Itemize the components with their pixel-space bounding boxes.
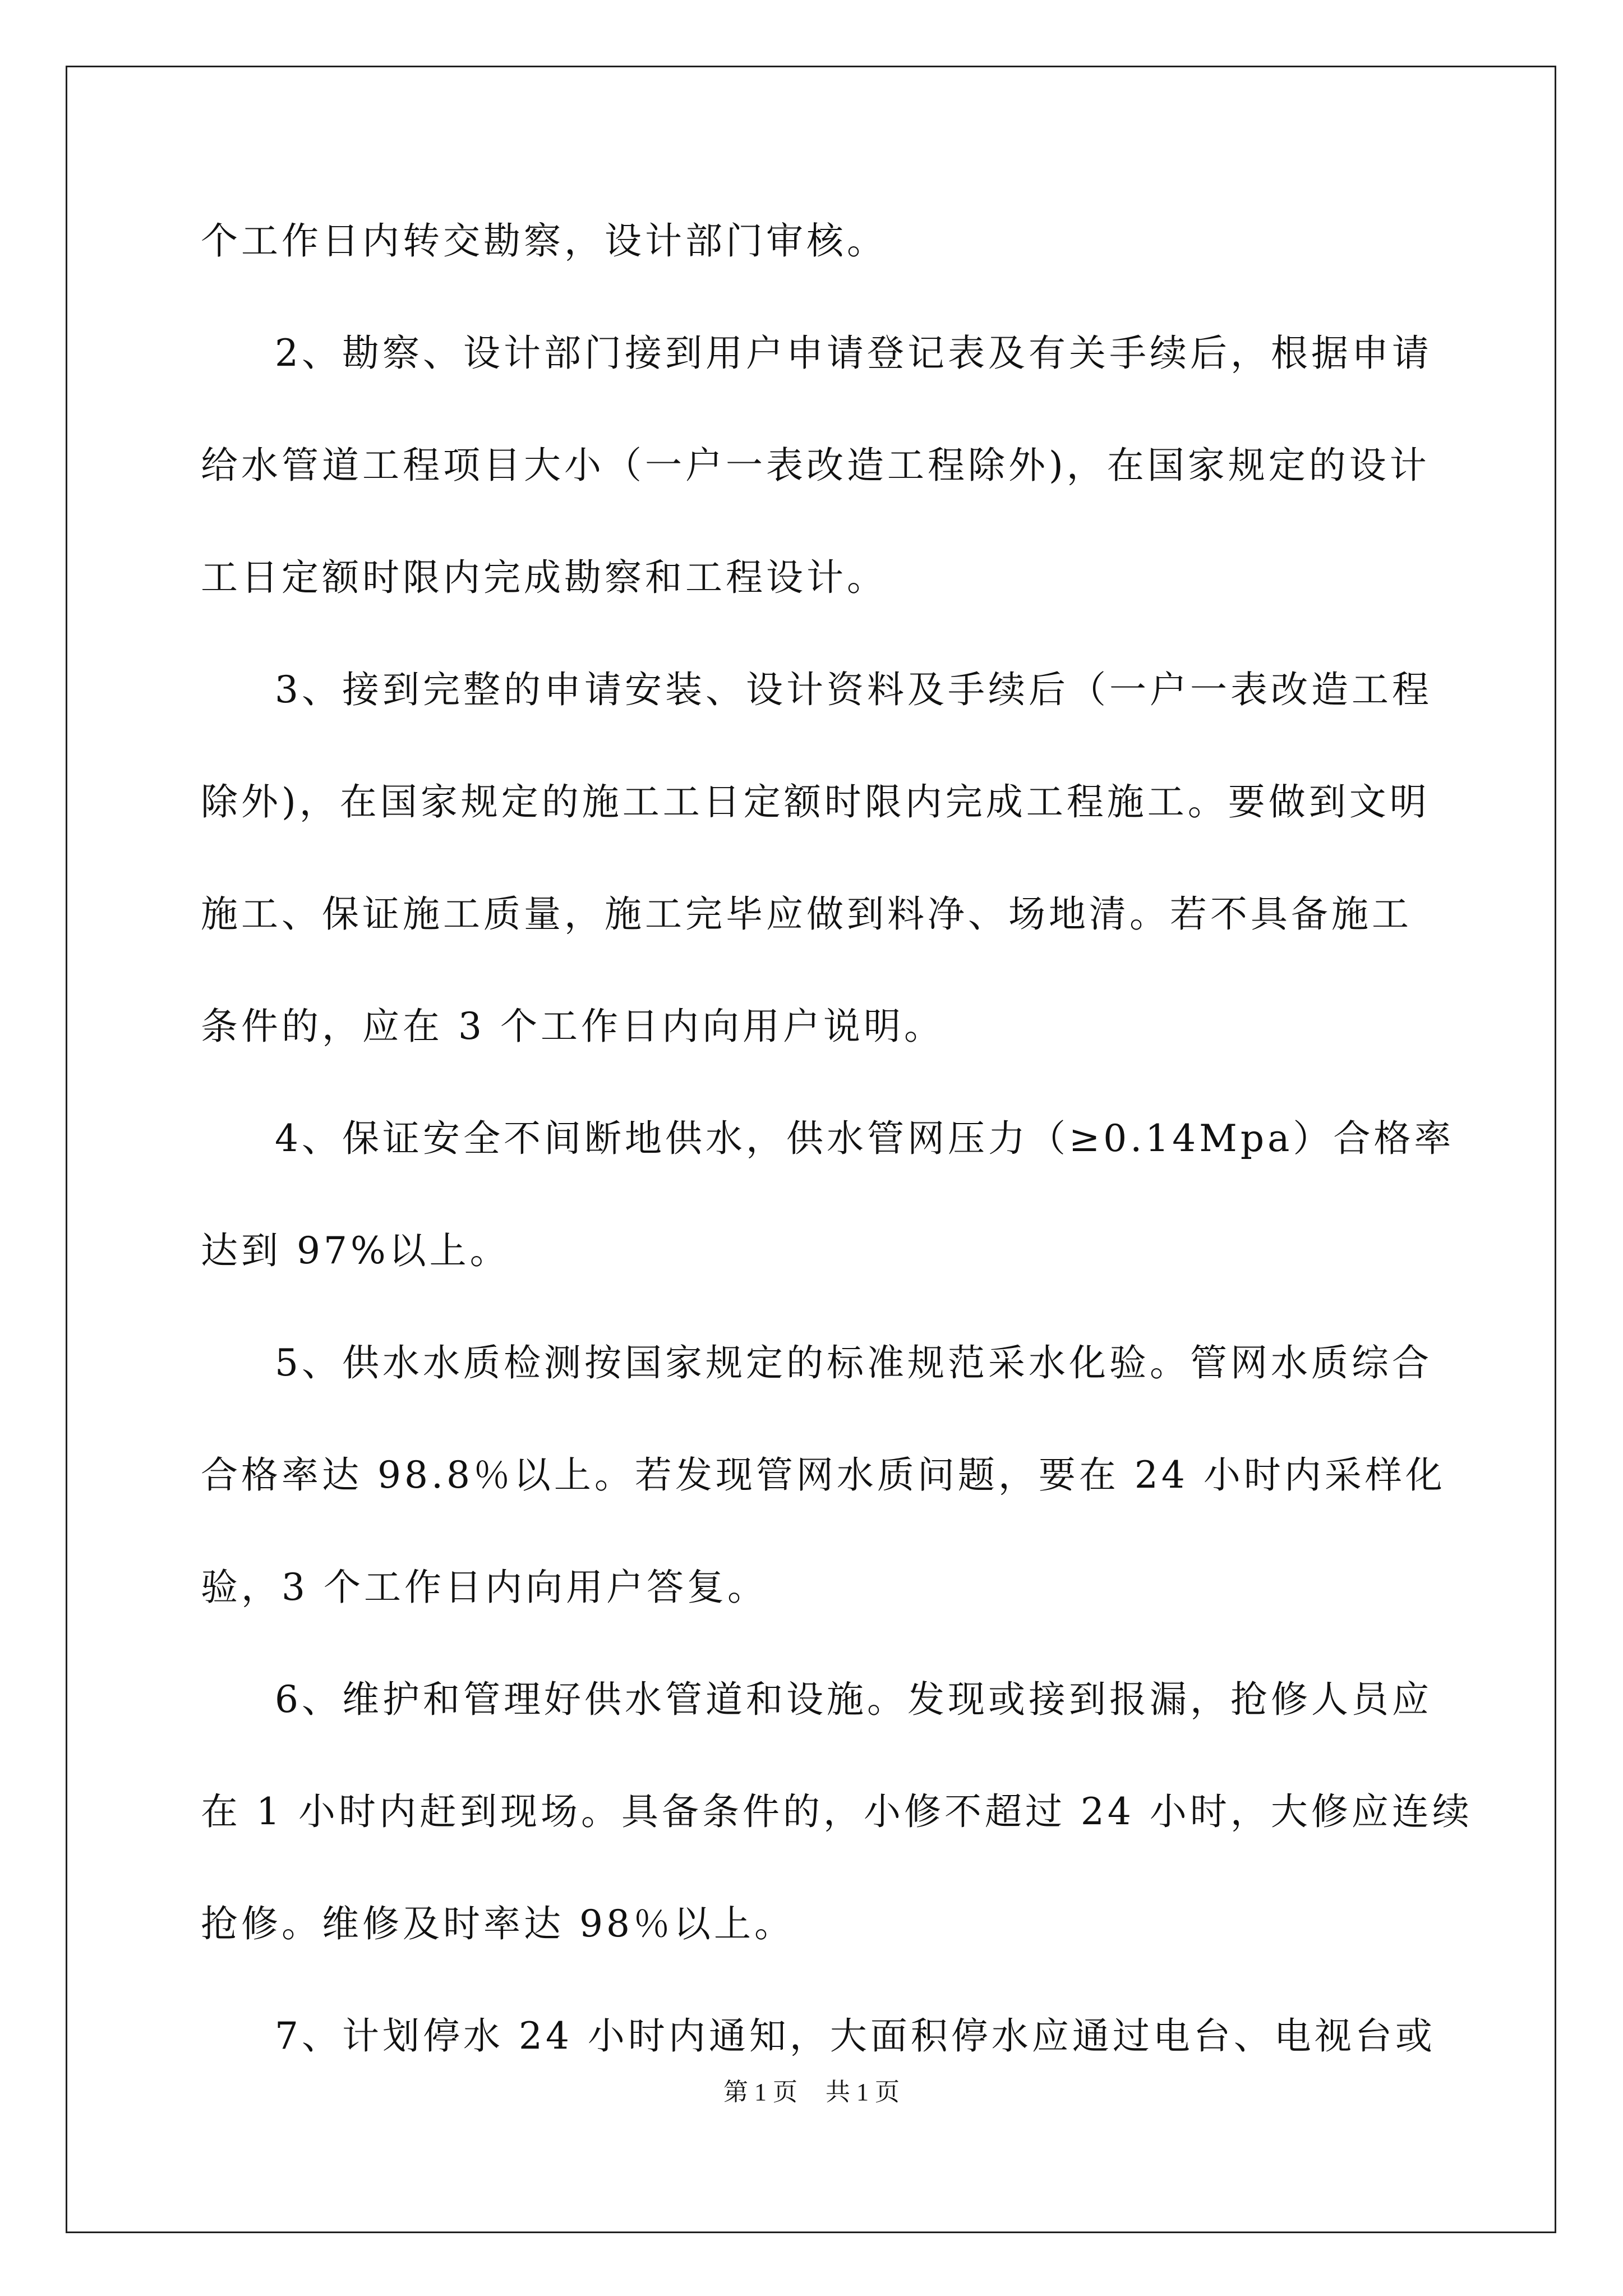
paragraph-first-line: 3、接到完整的申请安装、设计资料及手续后（一户一表改造工程 xyxy=(275,668,1432,711)
text-line: 条件的，应在 3 个工作日内向用户说明。 xyxy=(201,1005,944,1048)
text-line: 个工作日内转交勘察，设计部门审核。 xyxy=(201,219,887,263)
paragraph-first-line: 2、勘察、设计部门接到用户申请登记表及有关手续后，根据申请 xyxy=(275,332,1432,375)
page-total: 共 1 页 xyxy=(826,2078,900,2106)
paragraph-first-line: 7、计划停水 24 小时内通知，大面积停水应通过电台、电视台或 xyxy=(275,2014,1436,2058)
text-line: 给水管道工程项目大小（一户一表改造工程除外)，在国家规定的设计 xyxy=(201,444,1430,487)
paragraph-first-line: 4、保证安全不间断地供水，供水管网压力（≥0.14Mpa）合格率 xyxy=(275,1117,1455,1160)
page-number: 第 1 页 xyxy=(723,2078,797,2106)
text-line: 工日定额时限内完成勘察和工程设计。 xyxy=(201,556,887,599)
text-line: 施工、保证施工质量，施工完毕应做到料净、场地清。若不具备施工 xyxy=(201,892,1412,936)
text-line: 除外)，在国家规定的施工工日定额时限内完成工程施工。要做到文明 xyxy=(201,780,1430,823)
text-line: 抢修。维修及时率达 98％以上。 xyxy=(201,1902,795,1945)
page-footer xyxy=(0,2076,1623,2109)
paragraph-first-line: 5、供水水质检测按国家规定的标准规范采水化验。管网水质综合 xyxy=(275,1341,1432,1384)
text-line: 验，3 个工作日内向用户答复。 xyxy=(201,1566,768,1609)
text-line: 在 1 小时内赶到现场。具备条件的，小修不超过 24 小时，大修应连续 xyxy=(201,1790,1473,1833)
text-line: 合格率达 98.8％以上。若发现管网水质问题，要在 24 小时内采样化 xyxy=(201,1453,1446,1497)
text-line: 达到 97%以上。 xyxy=(201,1229,510,1272)
paragraph-first-line: 6、维护和管理好供水管道和设施。发现或接到报漏，抢修人员应 xyxy=(275,1678,1432,1721)
